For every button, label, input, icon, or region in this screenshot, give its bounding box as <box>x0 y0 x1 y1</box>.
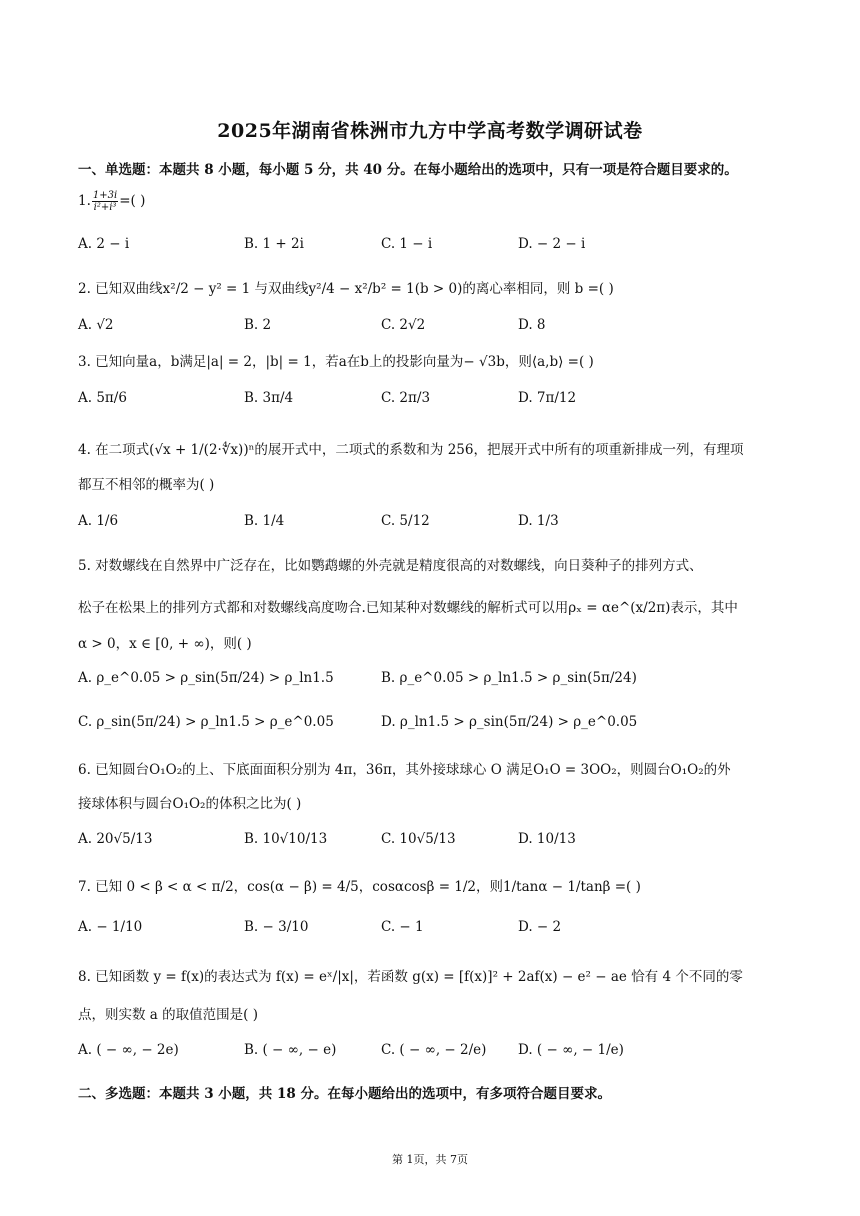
q8-option-d: D. ( − ∞, − 1/e) <box>518 1042 624 1058</box>
q8-option-a: A. ( − ∞, − 2e) <box>78 1042 179 1058</box>
q5-option-a: A. ρ_e^0.05 > ρ_sin(5π/24) > ρ_ln1.5 <box>78 670 334 686</box>
question-6-line-1: 6. 已知圆台O₁O₂的上、下底面面积分别为 4π，36π，其外接球球心 O 满足O₁O = 3OO₂，则圆台O₁O₂的外 <box>78 762 731 778</box>
question-4-line-2: 都互不相邻的概率为( ) <box>78 477 215 493</box>
question-1: 1. $\frac{1+3i}{\text{i²+i³}}$ =( ) <box>78 190 146 213</box>
q5-option-d: D. ρ_ln1.5 > ρ_sin(5π/24) > ρ_e^0.05 <box>381 714 638 730</box>
page-title: 2025年湖南省株洲市九方中学高考数学调研试卷 <box>217 120 643 142</box>
q8-option-b: B. ( − ∞, − e) <box>244 1042 337 1058</box>
question-4-line-1: 4. 在二项式(√x + 1/(2·∜x))ⁿ的展开式中，二项式的系数和为 256，把展开式中所有的项重新排成一列，有理项 <box>78 442 744 458</box>
q2-option-c: C. 2√2 <box>381 317 426 333</box>
question-3: 3. 已知向量a，b满足|a| = 2，|b| = 1，若a在b上的投影向量为− √3b，则⟨a,b⟩ =( ) <box>78 354 594 370</box>
q2-option-a: A. √2 <box>78 317 114 333</box>
q7-option-a: A. − 1/10 <box>78 919 143 935</box>
question-5-line-3: α > 0，x ∈ [0, + ∞)，则( ) <box>78 636 252 652</box>
question-7: 7. 已知 0 < β < α < π/2，cos(α − β) = 4/5，cosαcosβ = 1/2，则1/tanα − 1/tanβ =( ) <box>78 879 641 895</box>
question-8-line-2: 点，则实数 a 的取值范围是( ) <box>78 1007 258 1023</box>
q1-option-a: A. 2 − i <box>78 236 130 252</box>
q2-option-b: B. 2 <box>244 317 272 333</box>
question-5-line-1: 5. 对数螺线在自然界中广泛存在，比如鹦鹉螺的外壳就是精度很高的对数螺线，向日葵种子的排列方式、 <box>78 558 703 574</box>
q1-option-b: B. 1 + 2i <box>244 236 304 252</box>
q5-option-b: B. ρ_e^0.05 > ρ_ln1.5 > ρ_sin(5π/24) <box>381 670 637 686</box>
q6-option-d: D. 10/13 <box>518 831 576 847</box>
q4-option-a: A. 1/6 <box>78 513 119 529</box>
q1-option-c: C. 1 − i <box>381 236 433 252</box>
section-2-header: 二、多选题：本题共 3 小题，共 18 分。在每小题给出的选项中，有多项符合题目要求。 <box>78 1086 611 1102</box>
q8-option-c: C. ( − ∞, − 2/e) <box>381 1042 487 1058</box>
question-5-line-2: 松子在松果上的排列方式都和对数螺线高度吻合.已知某种对数螺线的解析式可以用ρₓ = αe^(x/2π)表示，其中 <box>78 600 738 616</box>
q6-option-a: A. 20√5/13 <box>78 831 153 847</box>
question-8-line-1: 8. 已知函数 y = f(x)的表达式为 f(x) = eˣ/|x|，若函数 g(x) = [f(x)]² + 2af(x) − e² − ae 恰有 4 个不同的零 <box>78 969 743 985</box>
q6-option-b: B. 10√10/13 <box>244 831 328 847</box>
section-1-header: 一、单选题：本题共 8 小题，每小题 5 分，共 40 分。在每小题给出的选项中，只有一项是符合题目要求的。 <box>78 162 738 178</box>
q5-option-c: C. ρ_sin(5π/24) > ρ_ln1.5 > ρ_e^0.05 <box>78 714 334 730</box>
q4-option-d: D. 1/3 <box>518 513 559 529</box>
q7-option-c: C. − 1 <box>381 919 424 935</box>
q4-option-c: C. 5/12 <box>381 513 430 529</box>
page-footer: 第 1页，共 7页 <box>392 1153 468 1166</box>
q3-option-b: B. 3π/4 <box>244 390 294 406</box>
question-6-line-2: 接球体积与圆台O₁O₂的体积之比为( ) <box>78 796 302 812</box>
q1-option-d: D. − 2 − i <box>518 236 586 252</box>
q3-option-a: A. 5π/6 <box>78 390 127 406</box>
q7-option-d: D. − 2 <box>518 919 562 935</box>
q6-option-c: C. 10√5/13 <box>381 831 456 847</box>
q7-option-b: B. − 3/10 <box>244 919 309 935</box>
question-2: 2. 已知双曲线x²/2 − y² = 1 与双曲线y²/4 − x²/b² = 1(b > 0)的离心率相同，则 b =( ) <box>78 281 614 297</box>
q3-option-c: C. 2π/3 <box>381 390 431 406</box>
q2-option-d: D. 8 <box>518 317 546 333</box>
q4-option-b: B. 1/4 <box>244 513 285 529</box>
q3-option-d: D. 7π/12 <box>518 390 577 406</box>
